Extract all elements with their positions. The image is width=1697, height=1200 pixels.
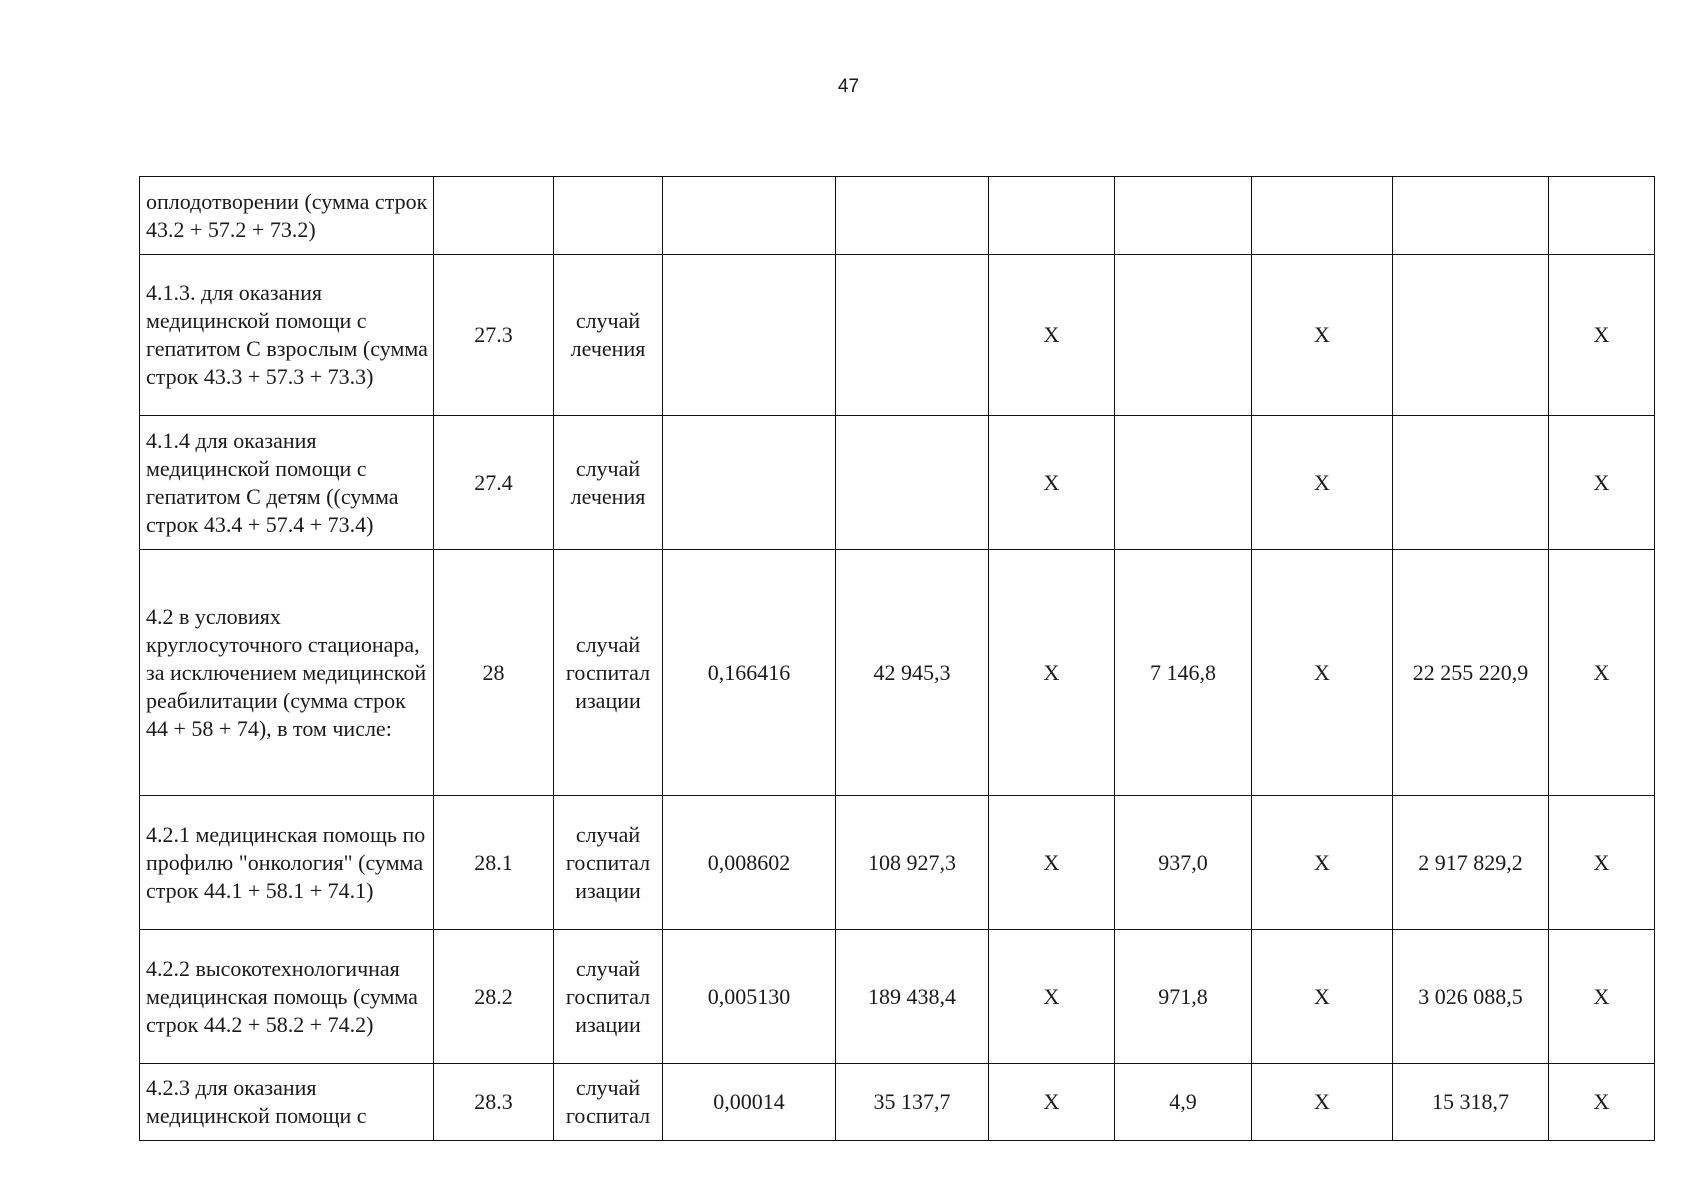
row-name-cell: 4.1.4 для оказания медицинской помощи с гепатитом С детям ((сумма строк 43.4 + 57.4 + 73.4) [140,416,434,550]
row-name-cell: 4.2.2 высокотехнологичная медицинская помощь (сумма строк 44.2 + 58.2 + 74.2) [140,930,434,1064]
line-code-cell: 27.4 [434,416,554,550]
page-number: 47 [837,76,860,97]
value-cell: X [1549,255,1655,416]
value-cell [836,416,989,550]
table-row [140,930,1655,1064]
data-table [139,176,1655,1141]
value-cell: X [1549,1064,1655,1141]
value-cell: X [989,930,1115,1064]
table-row [140,1064,1655,1141]
value-cell: X [1252,796,1393,930]
value-cell: 2 917 829,2 [1393,796,1549,930]
row-name-cell: 4.2.1 медицинская помощь по профилю "онкология" (сумма строк 44.1 + 58.1 + 74.1) [140,796,434,930]
value-cell: X [1252,930,1393,1064]
table-row [140,416,1655,550]
unit-cell [554,177,663,255]
value-cell: 35 137,7 [836,1064,989,1141]
unit-cell: случай госпитал изации [554,796,663,930]
value-cell: X [1252,416,1393,550]
value-cell [663,255,836,416]
value-cell: 7 146,8 [1115,550,1252,796]
value-cell: 0,005130 [663,930,836,1064]
value-cell: X [989,1064,1115,1141]
value-cell [836,177,989,255]
value-cell: 15 318,7 [1393,1064,1549,1141]
value-cell: X [989,796,1115,930]
value-cell: X [1549,930,1655,1064]
unit-cell: случай лечения [554,416,663,550]
table-row [140,177,1655,255]
row-name-cell: 4.2 в условиях круглосуточного стационара, за исключением медицинской реабилитации (сумма строк 44 + 58 + 74), в том числе: [140,550,434,796]
value-cell: 189 438,4 [836,930,989,1064]
value-cell: X [1252,550,1393,796]
value-cell: X [1252,255,1393,416]
line-code-cell: 28 [434,550,554,796]
value-cell: X [1549,550,1655,796]
value-cell: X [1252,1064,1393,1141]
value-cell: X [989,550,1115,796]
value-cell: 4,9 [1115,1064,1252,1141]
line-code-cell: 28.3 [434,1064,554,1141]
line-code-cell [434,177,554,255]
value-cell [989,177,1115,255]
value-cell: 971,8 [1115,930,1252,1064]
table-row [140,255,1655,416]
value-cell: 0,00014 [663,1064,836,1141]
value-cell [1393,177,1549,255]
value-cell: 0,166416 [663,550,836,796]
unit-cell: случай госпитал изации [554,930,663,1064]
unit-cell: случай лечения [554,255,663,416]
value-cell: 42 945,3 [836,550,989,796]
value-cell [663,177,836,255]
value-cell: X [989,255,1115,416]
value-cell [1549,177,1655,255]
value-cell: X [1549,416,1655,550]
value-cell [1252,177,1393,255]
value-cell: 937,0 [1115,796,1252,930]
row-name-cell: оплодотворении (сумма строк 43.2 + 57.2 + 73.2) [140,177,434,255]
value-cell [663,416,836,550]
row-name-cell: 4.1.3. для оказания медицинской помощи с гепатитом С взрослым (сумма строк 43.3 + 57.3 + 73.3) [140,255,434,416]
value-cell [1115,416,1252,550]
value-cell [1393,255,1549,416]
value-cell [1115,177,1252,255]
table-row [140,796,1655,930]
line-code-cell: 28.1 [434,796,554,930]
line-code-cell: 27.3 [434,255,554,416]
table-row [140,550,1655,796]
value-cell: 108 927,3 [836,796,989,930]
value-cell [1393,416,1549,550]
value-cell [1115,255,1252,416]
value-cell: X [1549,796,1655,930]
unit-cell: случай госпитал [554,1064,663,1141]
unit-cell: случай госпитал изации [554,550,663,796]
row-name-cell: 4.2.3 для оказания медицинской помощи с [140,1064,434,1141]
line-code-cell: 28.2 [434,930,554,1064]
value-cell [836,255,989,416]
value-cell: X [989,416,1115,550]
value-cell: 22 255 220,9 [1393,550,1549,796]
value-cell: 3 026 088,5 [1393,930,1549,1064]
value-cell: 0,008602 [663,796,836,930]
